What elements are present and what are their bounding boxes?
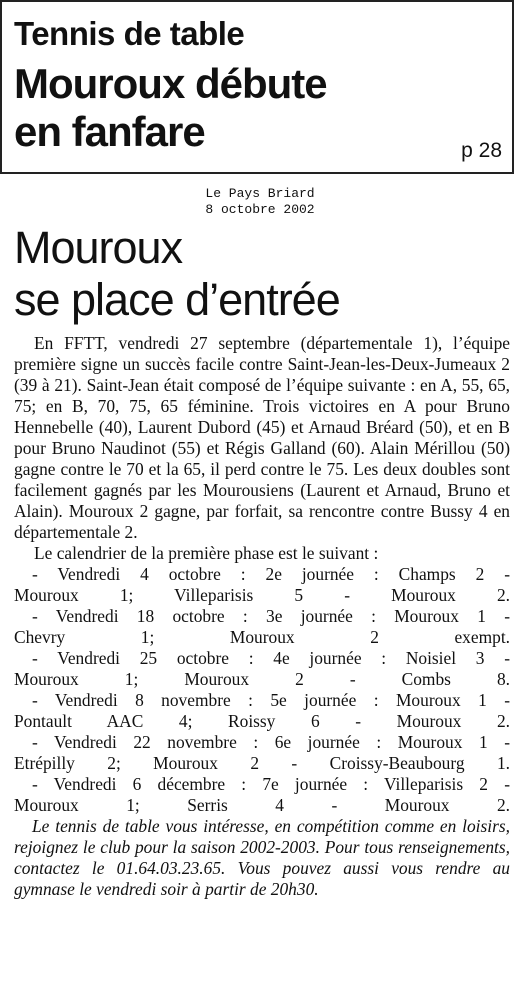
- calendar-entry: [14, 564, 510, 606]
- calendar-entry: [14, 606, 510, 648]
- article-body: [14, 333, 510, 900]
- calendar-entry-line-1: - Vendredi 25 octobre : 4e journée : Noisiel 3 -: [32, 648, 510, 668]
- publication-name: Le Pays Briard: [205, 186, 315, 201]
- headline-line-2: en fanfare: [14, 108, 205, 155]
- calendar-entry: [14, 690, 510, 732]
- calendar-entry-line-2: Chevry 1; Mouroux 2 exempt.: [14, 627, 510, 647]
- source-line: [0, 186, 520, 218]
- calendar-entry-line-1: - Vendredi 4 octobre : 2e journée : Champs 2 -: [32, 564, 510, 584]
- calendar-entry-line-2: Etrépilly 2; Mouroux 2 - Croissy-Beaubourg 1.: [14, 753, 510, 773]
- article-paragraph: En FFTT, vendredi 27 septembre (départementale 1), l’équipe première signe un succès facile contre Saint-Jean-les-Deux-Jumeaux 2 (39 à 21). Saint-Jean était composé de l’équipe suivante : en A, 55, 65, 75; en B, 70, 75, 65 féminine. Trois victoires en A pour Bruno Hennebelle (40), Laurent Dubord (45) et Arnaud Bréard (50), et en B pour Bruno Naudinot (55) et Régis Galland (60). Alain Mérillou (50) gagne contre le 70 et la 65, il perd contre le 75. Les deux doubles sont facilement gagnés par les Mourousiens (Laurent et Arnaud, Bruno et Alain). Mouroux 2 gagne, par forfait, sa rencontre contre Bussy 4 en départementale 2.: [14, 333, 510, 542]
- article-title-line-2: se place d’entrée: [14, 274, 340, 325]
- calendar-entry: [14, 774, 510, 816]
- calendar-entry-line-1: - Vendredi 18 octobre : 3e journée : Mouroux 1 -: [32, 606, 510, 626]
- article-title-line-1: Mouroux: [14, 222, 183, 273]
- closing-paragraph: Le tennis de table vous intéresse, en compétition comme en loisirs, rejoignez le club pour la saison 2002-2003. Pour tous renseignements, contactez le 01.64.03.23.65. Vous pouvez aussi vous rendre au gymnase le vendredi soir à partir de 20h30.: [14, 816, 510, 899]
- calendar-entry-line-2: Mouroux 1; Villeparisis 5 - Mouroux 2.: [14, 585, 510, 605]
- calendar-entry-line-2: Pontault AAC 4; Roissy 6 - Mouroux 2.: [14, 711, 510, 731]
- calendar-intro: Le calendrier de la première phase est le suivant :: [34, 543, 379, 563]
- calendar-entry: [14, 732, 510, 774]
- section-kicker: Tennis de table: [14, 15, 245, 52]
- calendar-entry-line-2: Mouroux 1; Serris 4 - Mouroux 2.: [14, 795, 510, 815]
- calendar-entry-line-1: - Vendredi 6 décembre : 7e journée : Villeparisis 2 -: [32, 774, 510, 794]
- calendar-entry-line-1: - Vendredi 8 novembre : 5e journée : Mouroux 1 -: [32, 690, 510, 710]
- page-reference: p 28: [461, 139, 502, 162]
- calendar-entry-line-1: - Vendredi 22 novembre : 6e journée : Mouroux 1 -: [32, 732, 510, 752]
- article-title: [14, 222, 340, 326]
- publication-date: 8 octobre 2002: [205, 202, 315, 217]
- calendar-entry: [14, 648, 510, 690]
- header-box: [0, 0, 514, 174]
- main-headline: [14, 60, 327, 156]
- calendar-entry-line-2: Mouroux 1; Mouroux 2 - Combs 8.: [14, 669, 510, 689]
- headline-line-1: Mouroux débute: [14, 60, 327, 107]
